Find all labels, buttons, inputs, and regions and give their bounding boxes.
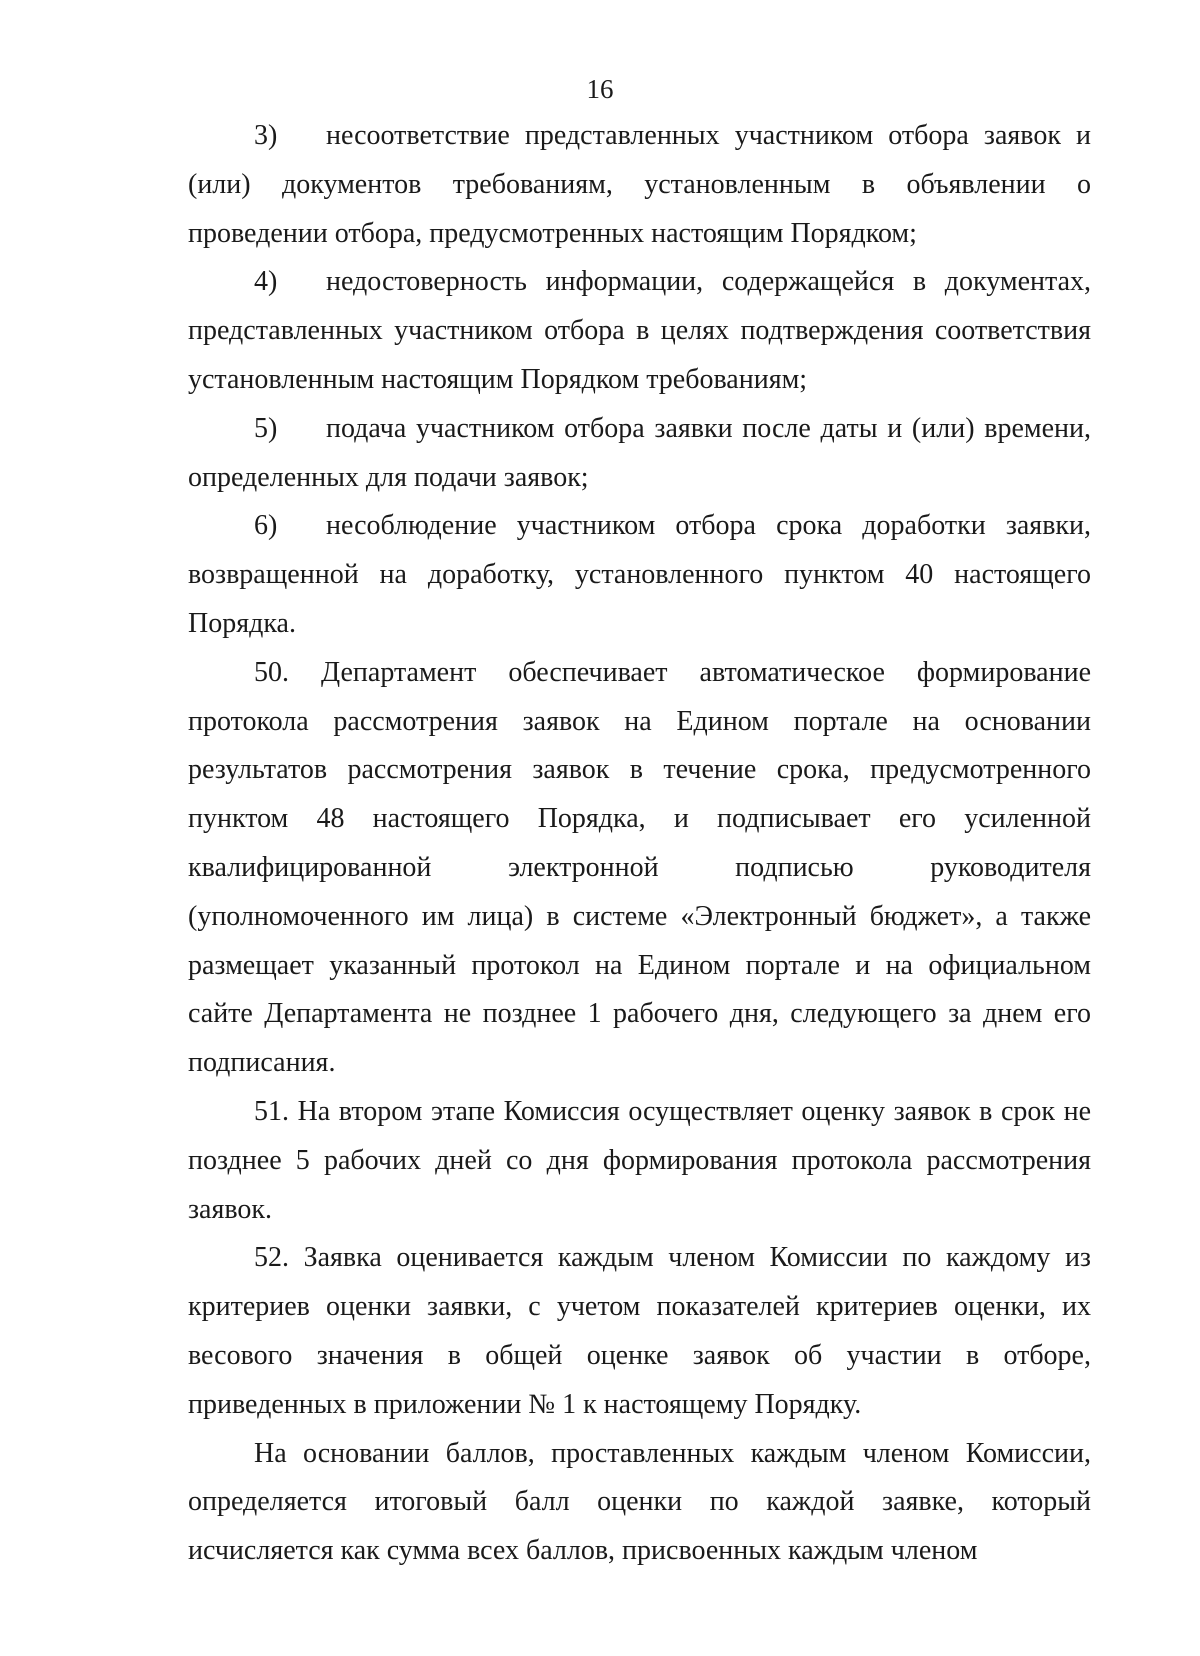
list-item-6: [188, 502, 1091, 648]
list-item-text: несоответствие представленных участником отбора заявок и (или) документов требованиям, установленным в объявлении о проведении отбора, предусмотренных настоящим Порядком;: [188, 120, 1091, 249]
list-item-text: недостоверность информации, содержащейся в документах, представленных участником отбора в целях подтверждения соответствия установленным настоящим Порядком требованиям;: [188, 266, 1091, 395]
paragraph-51: 51. На втором этапе Комиссия осуществляет оценку заявок в срок не позднее 5 рабочих дней со дня формирования протокола рассмотрения заявок.: [188, 1095, 1091, 1225]
list-item-5: [188, 405, 1091, 503]
paragraph-50: 50. Департамент обеспечивает автоматическое формирование протокола рассмотрения заявок на Едином портале на основании результатов рассмотрения заявок в течение срока, предусмотренного пунктом 48 настоящего Порядка, и подписывает его усиленной квалифицированной электронной подписью руководителя (уполномоченного им лица) в системе «Электронный бюджет», а также размещает указанный протокол на Едином портале и на официальном сайте Департамента не позднее 1 рабочего дня, следующего за днем его подписания.: [188, 656, 1091, 1079]
list-item-3: [188, 112, 1091, 258]
list-item-text: несоблюдение участником отбора срока доработки заявки, возвращенной на доработку, установленного пунктом 40 настоящего Порядка.: [188, 510, 1091, 639]
list-item-number: 5): [254, 412, 278, 444]
list-item-number: 3): [254, 120, 278, 151]
list-item-number: 6): [254, 510, 278, 542]
list-item-text: подача участником отбора заявки после даты и (или) времени, определенных для подачи заявок;: [188, 412, 1091, 493]
list-item-number: 4): [254, 266, 278, 298]
paragraph-scoring: На основании баллов, проставленных каждым членом Комиссии, определяется итоговый балл оценки по каждой заявке, который исчисляется как сумма всех баллов, присвоенных каждым членом: [188, 1437, 1091, 1567]
document-body: [188, 112, 1091, 1576]
paragraph-52: 52. Заявка оценивается каждым членом Комиссии по каждому из критериев оценки заявки, с учетом показателей критериев оценки, их весового значения в общей оценке заявок об участии в отборе, приведенных в приложении № 1 к настоящему Порядку.: [188, 1242, 1091, 1420]
page-number: 16: [586, 74, 614, 104]
list-item-4: [188, 258, 1091, 404]
